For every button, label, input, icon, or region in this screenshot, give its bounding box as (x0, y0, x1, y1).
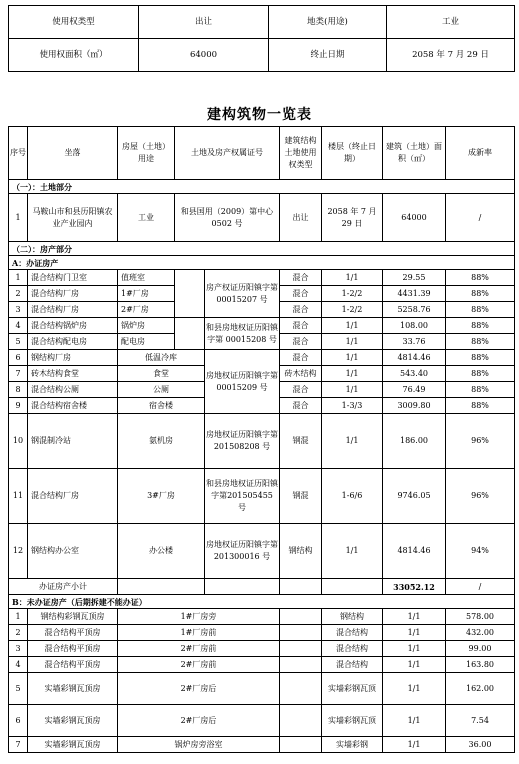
header-cert: 土地及房产权属证号 (175, 127, 280, 180)
cell: 1/1 (322, 350, 383, 366)
cell (322, 579, 383, 595)
header-usage: 房屋（土地）用途 (118, 127, 175, 180)
cell: 1-3/3 (322, 398, 383, 414)
cell: 96% (446, 469, 515, 524)
cell: 混合结构 (322, 625, 383, 641)
cell: 出让 (139, 6, 269, 39)
table-row (9, 737, 515, 753)
table-row (9, 6, 515, 39)
land-use-table (8, 5, 515, 72)
cell (118, 579, 205, 595)
cell: 88% (446, 318, 515, 334)
cell: 马鞍山市和县历阳镇农业产业园内 (28, 194, 118, 242)
cell: 3009.80 (383, 398, 446, 414)
cell: 29.55 (383, 270, 446, 286)
cell: 1/1 (383, 625, 446, 641)
cell: 4814.46 (383, 524, 446, 579)
cell: 混合结构 (322, 657, 383, 673)
table-row (9, 673, 515, 705)
cell (175, 270, 205, 318)
cell: 混合结构厂房 (28, 302, 118, 318)
cell: 88% (446, 382, 515, 398)
cell: 1/1 (322, 382, 383, 398)
cell: 出让 (280, 194, 322, 242)
cell: 1/1 (383, 641, 446, 657)
cell: 砖木结构食堂 (28, 366, 118, 382)
header-no: 序号 (9, 127, 28, 180)
cell: 地类(用途) (269, 6, 387, 39)
cell: 混合结构 (322, 641, 383, 657)
cell: 混合 (280, 286, 322, 302)
table-row (9, 318, 515, 334)
cell: 2 (9, 286, 28, 302)
subtotal-label: 办证房产小计 (9, 579, 118, 595)
cell: 4 (9, 657, 28, 673)
cell: 7.54 (446, 705, 515, 737)
cell: 2#厂房后 (118, 673, 280, 705)
subtotal-area: 33052.12 (383, 579, 446, 595)
cell: 8 (9, 382, 28, 398)
table-row (9, 524, 515, 579)
cell: 终止日期 (269, 39, 387, 72)
cell: 混合 (280, 382, 322, 398)
cell (280, 673, 322, 705)
cell: 1-6/6 (322, 469, 383, 524)
cell: 锅炉房旁浴室 (118, 737, 280, 753)
cell: 办公楼 (118, 524, 205, 579)
cell: 混合结构锅炉房 (28, 318, 118, 334)
cell: 实墙彩钢瓦顶房 (28, 705, 118, 737)
table-row (9, 641, 515, 657)
cell: 混合结构宿舍楼 (28, 398, 118, 414)
cell: 88% (446, 350, 515, 366)
cell: 88% (446, 334, 515, 350)
cell: 混合结构门卫室 (28, 270, 118, 286)
cell: 88% (446, 270, 515, 286)
cell: / (446, 579, 515, 595)
table-row (9, 609, 515, 625)
cell: 混合结构公厕 (28, 382, 118, 398)
cell: 2#厂房 (118, 302, 175, 318)
header-location: 坐落 (28, 127, 118, 180)
cell: 混合结构厂房 (28, 469, 118, 524)
cell: 1-2/2 (322, 286, 383, 302)
cert-number: 和县房地权证历阳镇字第201505455 号 (205, 469, 280, 524)
table-row (9, 657, 515, 673)
cell: 7 (9, 737, 28, 753)
cell: 实墙彩钢瓦顶房 (28, 737, 118, 753)
cell: 和县国用（2009）第中心 0502 号 (175, 194, 280, 242)
cell: 578.00 (446, 609, 515, 625)
cell: 实墙彩钢瓦顶房 (28, 673, 118, 705)
cell: 1/1 (383, 705, 446, 737)
cell (280, 705, 322, 737)
section-heading: B：未办证房产（后期拆建不能办证） (9, 595, 515, 609)
cell: 5258.76 (383, 302, 446, 318)
table-row (9, 625, 515, 641)
cell: 钢混 (280, 414, 322, 469)
cell: 2#厂房前 (118, 641, 280, 657)
cell (205, 579, 280, 595)
cell: 使用权面积（㎡） (9, 39, 139, 72)
cell: 186.00 (383, 414, 446, 469)
cell: 1/1 (383, 657, 446, 673)
cell: 钢混 (280, 469, 322, 524)
table-row (9, 414, 515, 469)
cell: 工业 (387, 6, 515, 39)
cell: 混合 (280, 350, 322, 366)
cell: 2058 年 7 月 29 日 (387, 39, 515, 72)
cell: 钢结构彩钢瓦顶房 (28, 609, 118, 625)
table-row (9, 256, 515, 270)
table-row (9, 242, 515, 256)
cell: 64000 (139, 39, 269, 72)
cell: 食堂 (118, 366, 205, 382)
cell: 钢结构办公室 (28, 524, 118, 579)
table-row (9, 350, 515, 366)
cell: 1/1 (322, 366, 383, 382)
cell: 实墙彩钢 (322, 737, 383, 753)
cert-number: 房地权证历阳镇字第 00015209 号 (205, 350, 280, 414)
building-list-table (8, 126, 515, 753)
cell: 低温冷库 (118, 350, 205, 366)
header-area: 建筑（土地）面积（㎡） (383, 127, 446, 180)
cell: 163.80 (446, 657, 515, 673)
cell: / (446, 194, 515, 242)
cert-number: 房产权证历阳镇字第 00015207 号 (205, 270, 280, 318)
cell (280, 641, 322, 657)
table-row (9, 705, 515, 737)
table-row (9, 270, 515, 286)
cell: 1 (9, 609, 28, 625)
cell: 4 (9, 318, 28, 334)
cell: 混合结构配电房 (28, 334, 118, 350)
cell: 混合 (280, 398, 322, 414)
cell: 10 (9, 414, 28, 469)
cell: 543.40 (383, 366, 446, 382)
cell: 6 (9, 350, 28, 366)
cell: 钢结构 (322, 609, 383, 625)
cell: 108.00 (383, 318, 446, 334)
cell: 7 (9, 366, 28, 382)
cell: 1-2/2 (322, 302, 383, 318)
cell: 76.49 (383, 382, 446, 398)
cell: 9 (9, 398, 28, 414)
cell: 11 (9, 469, 28, 524)
section-heading: （二）：房产部分 (9, 242, 515, 256)
cell: 混合 (280, 270, 322, 286)
cell: 94% (446, 524, 515, 579)
cell: 88% (446, 302, 515, 318)
cell: 33.76 (383, 334, 446, 350)
cell: 混合 (280, 318, 322, 334)
cell: 162.00 (446, 673, 515, 705)
cell: 2058 年 7 月 29 日 (322, 194, 383, 242)
section-heading: A：办证房产 (9, 256, 515, 270)
cert-number: 和县房地权证历阳镇字第 00015208 号 (205, 318, 280, 350)
cell: 96% (446, 414, 515, 469)
cell: 1/1 (322, 414, 383, 469)
table-row (9, 579, 515, 595)
cell: 公厕 (118, 382, 205, 398)
cell (280, 579, 322, 595)
cell: 4814.46 (383, 350, 446, 366)
cell: 5 (9, 334, 28, 350)
cell: 使用权类型 (9, 6, 139, 39)
header-floors: 楼层（终止日期） (322, 127, 383, 180)
table-row (9, 194, 515, 242)
cell: 钢结构 (280, 524, 322, 579)
cell: 钢结构厂房 (28, 350, 118, 366)
cell: 36.00 (446, 737, 515, 753)
cell: 值班室 (118, 270, 175, 286)
cell: 1/1 (322, 318, 383, 334)
cell: 实墙彩钢瓦顶 (322, 705, 383, 737)
header-structure: 建筑结构土地使用权类型 (280, 127, 322, 180)
cell: 混合 (280, 302, 322, 318)
cert-number: 房地权证历阳镇字第201508208 号 (205, 414, 280, 469)
cell: 配电房 (118, 334, 175, 350)
cell: 实墙彩钢瓦顶 (322, 673, 383, 705)
cell: 混合 (280, 334, 322, 350)
cell: 1/1 (383, 609, 446, 625)
cell: 混合结构平顶房 (28, 641, 118, 657)
cell: 5 (9, 673, 28, 705)
page-title: 建构筑物一览表 (207, 107, 312, 123)
cell: 12 (9, 524, 28, 579)
cell: 4431.39 (383, 286, 446, 302)
cell: 混合结构平顶房 (28, 625, 118, 641)
cell: 1#厂房旁 (118, 609, 280, 625)
table-row (9, 469, 515, 524)
cell: 1/1 (322, 334, 383, 350)
cell: 3 (9, 302, 28, 318)
cell: 3#厂房 (118, 469, 205, 524)
cell: 432.00 (446, 625, 515, 641)
cell: 88% (446, 286, 515, 302)
cell (280, 657, 322, 673)
cert-number: 房地权证历阳镇字第201300016 号 (205, 524, 280, 579)
cell (175, 318, 205, 350)
cell: 9746.05 (383, 469, 446, 524)
table-row (9, 595, 515, 609)
cell: 混合结构厂房 (28, 286, 118, 302)
cell (280, 609, 322, 625)
cell: 宿舍楼 (118, 398, 205, 414)
cell: 64000 (383, 194, 446, 242)
cell: 1/1 (383, 737, 446, 753)
cell: 99.00 (446, 641, 515, 657)
cell: 钢混制冷站 (28, 414, 118, 469)
cell: 1/1 (322, 524, 383, 579)
table-row (9, 39, 515, 72)
table-row (9, 127, 515, 180)
cell: 1/1 (322, 270, 383, 286)
header-newness: 成新率 (446, 127, 515, 180)
cell: 2#厂房前 (118, 657, 280, 673)
section-heading: （一）：土地部分 (9, 180, 515, 194)
cell: 锅炉房 (118, 318, 175, 334)
cell (280, 737, 322, 753)
cell: 1#厂房前 (118, 625, 280, 641)
cell: 88% (446, 398, 515, 414)
cell: 3 (9, 641, 28, 657)
cell (280, 625, 322, 641)
cell: 砖木结构 (280, 366, 322, 382)
cell: 1/1 (383, 673, 446, 705)
cell: 混合结构平顶房 (28, 657, 118, 673)
cell: 2#厂房后 (118, 705, 280, 737)
cell: 氨机房 (118, 414, 205, 469)
cell: 2 (9, 625, 28, 641)
cell: 1 (9, 270, 28, 286)
cell: 工业 (118, 194, 175, 242)
cell: 1#厂房 (118, 286, 175, 302)
cell: 6 (9, 705, 28, 737)
table-row (9, 180, 515, 194)
cell: 88% (446, 366, 515, 382)
cell: 1 (9, 194, 28, 242)
